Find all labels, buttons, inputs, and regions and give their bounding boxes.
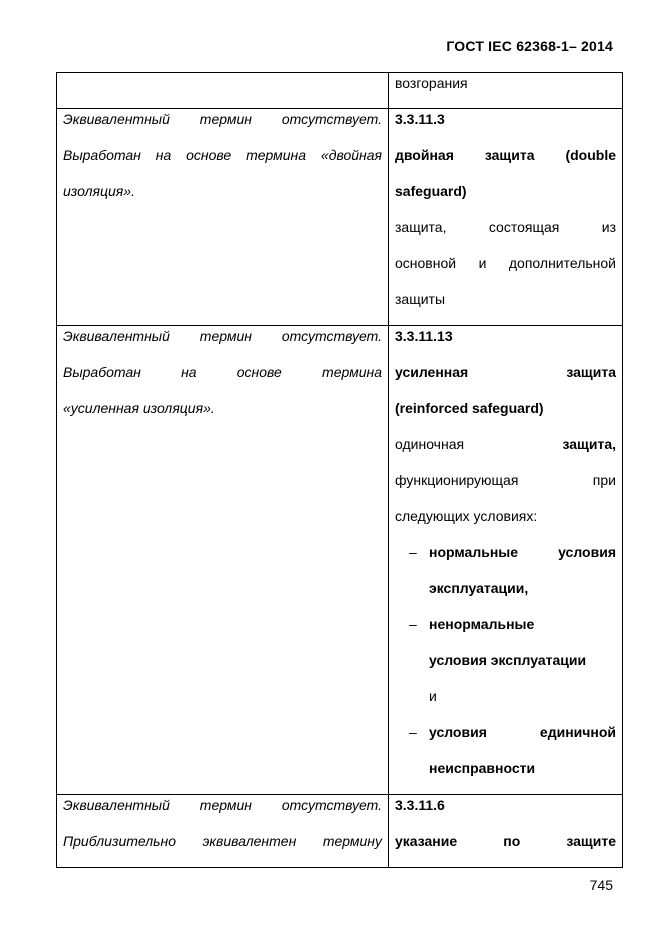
terms-table	[56, 72, 623, 868]
definition-line: функционирующая при	[395, 472, 616, 488]
note-cell	[57, 109, 389, 326]
list-item-text: условия эксплуатации	[429, 652, 587, 668]
term-number: 3.3.11.3	[395, 111, 445, 127]
dash-bullet: –	[409, 544, 417, 560]
list-item-text: эксплуатации,	[429, 580, 529, 596]
document-header: ГОСТ IEC 62368-1– 2014	[446, 38, 613, 54]
note-line: «усиленная изоляция».	[63, 400, 215, 416]
note-line: изоляция».	[63, 183, 135, 199]
table-row	[57, 795, 623, 868]
note-line: Приблизительно эквивалентен термину	[63, 833, 382, 849]
definition-line	[395, 434, 616, 470]
list-item-text: и	[429, 688, 437, 704]
note-line: Эквивалентный термин отсутствует.	[63, 328, 382, 344]
list-item-text: условия единичной	[429, 724, 616, 740]
list-item	[395, 722, 616, 758]
definition-line: защита, состоящая из	[395, 219, 616, 235]
definition-line: следующих условиях:	[395, 508, 538, 524]
note-line: Эквивалентный термин отсутствует.	[63, 797, 382, 813]
term-cell	[389, 795, 623, 868]
table-row	[57, 109, 623, 326]
list-item	[395, 542, 616, 578]
list-item-text: неисправности	[429, 760, 536, 776]
note-line: Выработан на основе термина	[63, 364, 382, 380]
continued-text: возгорания	[395, 75, 468, 91]
right-cell	[389, 73, 623, 109]
page-number: 745	[589, 877, 613, 893]
note-cell	[57, 326, 389, 795]
note-cell	[57, 795, 389, 868]
definition-line: защиты	[395, 291, 446, 307]
term-number: 3.3.11.13	[395, 328, 453, 344]
note-line: Эквивалентный термин отсутствует.	[63, 111, 382, 127]
term-title: (reinforced safeguard)	[395, 400, 544, 416]
dash-bullet: –	[409, 616, 417, 632]
dash-bullet: –	[409, 724, 417, 740]
definition-line: основной и дополнительной	[395, 255, 616, 271]
table-row	[57, 73, 623, 109]
list-item-text: ненормальные	[429, 616, 535, 632]
term-title: safeguard)	[395, 183, 467, 199]
term-cell	[389, 109, 623, 326]
definition-word: защита,	[562, 436, 616, 452]
definition-word: одиночная	[395, 436, 465, 452]
term-number: 3.3.11.6	[395, 797, 445, 813]
term-title: двойная защита (double	[395, 147, 616, 163]
note-line: Выработан на основе термина «двойная	[63, 147, 382, 163]
list-item	[395, 614, 616, 650]
term-title: усиленная защита	[395, 364, 616, 380]
left-cell	[57, 73, 389, 109]
term-title: указание по защите	[395, 833, 616, 849]
term-cell	[389, 326, 623, 795]
table-row	[57, 326, 623, 795]
list-item-text: нормальные условия	[429, 544, 616, 560]
